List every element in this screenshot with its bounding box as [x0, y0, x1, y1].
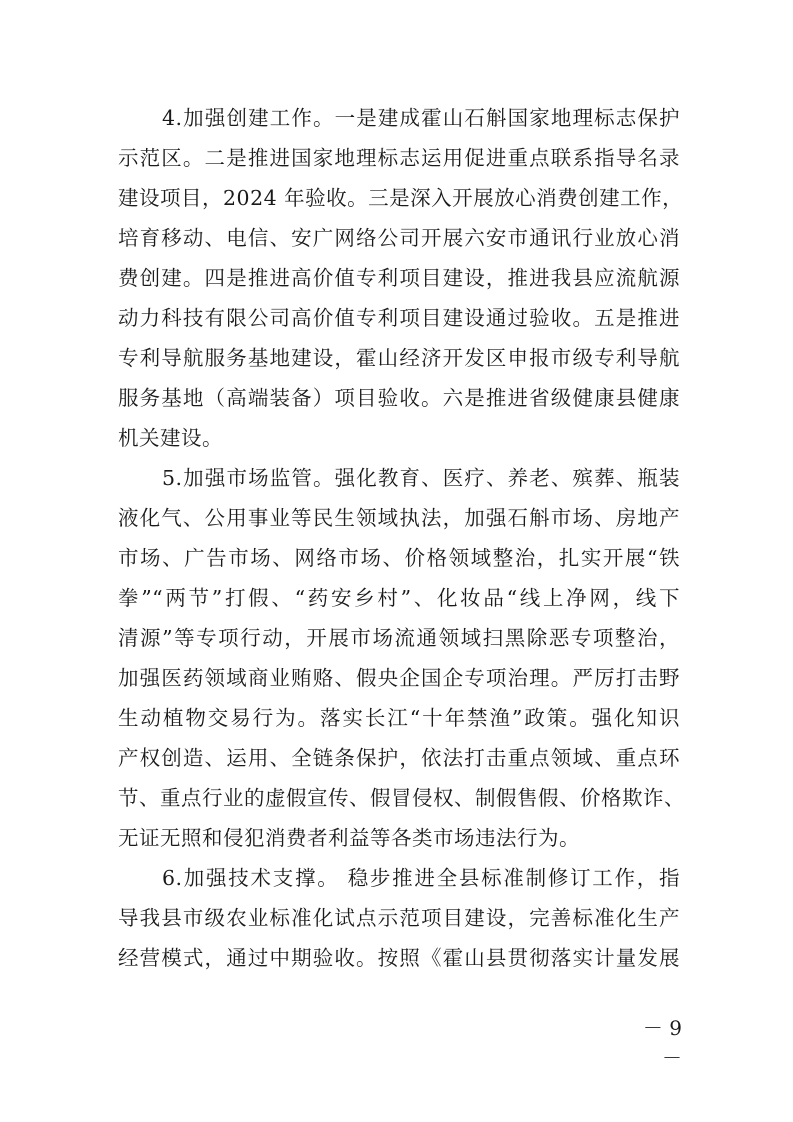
text-line: 5.加强市场监管。强化教育、医疗、养老、殡葬、瓶装	[162, 466, 680, 490]
text-line: 专利导航服务基地建设，霍山经济开发区申报市级专利导航	[118, 346, 680, 370]
text-line: 费创建。四是推进高价值专利项目建设，推进我县应流航源	[118, 266, 680, 290]
page-number: － 9 －	[642, 1016, 682, 1070]
text-line: 培育移动、电信、安广网络公司开展六安市通讯行业放心消	[118, 226, 680, 250]
text-line: 液化气、公用事业等民生领域执法，加强石斛市场、房地产	[118, 506, 680, 530]
text-line: 生动植物交易行为。落实长江“十年禁渔”政策。强化知识	[118, 706, 680, 730]
paragraph-market-supervision	[118, 458, 685, 858]
text-line: 建设项目，2024 年验收。三是深入开展放心消费创建工作，	[118, 186, 684, 210]
text-line: 产权创造、运用、全链条保护，依法打击重点领域、重点环	[118, 746, 680, 770]
paragraph-technical-support	[118, 858, 680, 978]
text-line: 节、重点行业的虚假宣传、假冒侵权、制假售假、价格欺诈、	[118, 786, 685, 810]
text-line: 4.加强创建工作。一是建成霍山石斛国家地理标志保护	[162, 106, 680, 130]
text-line: 拳”“两节”打假、“药安乡村”、化妆品“线上净网，线下	[118, 586, 680, 610]
paragraph-strengthen-creation	[118, 98, 684, 458]
text-line: 动力科技有限公司高价值专利项目建设通过验收。五是推进	[118, 306, 680, 330]
text-line: 导我县市级农业标准化试点示范项目建设，完善标准化生产	[118, 906, 680, 930]
text-line: 市场、广告市场、网络市场、价格领域整治，扎实开展“铁	[118, 546, 680, 570]
body-text	[118, 98, 685, 978]
text-line: 示范区。二是推进国家地理标志运用促进重点联系指导名录	[118, 146, 680, 170]
text-line: 服务基地（高端装备）项目验收。六是推进省级健康县健康	[118, 386, 680, 410]
text-line: 机关建设。	[118, 426, 223, 450]
text-line: 清源”等专项行动，开展市场流通领域扫黑除恶专项整治，	[118, 626, 680, 650]
text-line: 经营模式，通过中期验收。按照《霍山县贯彻落实计量发展	[118, 946, 680, 970]
text-line: 6.加强技术支撑。 稳步推进全县标准制修订工作，指	[162, 866, 680, 890]
text-line: 加强医药领域商业贿赂、假央企国企专项治理。严厉打击野	[118, 666, 680, 690]
text-line: 无证无照和侵犯消费者利益等各类市场违法行为。	[118, 826, 580, 850]
